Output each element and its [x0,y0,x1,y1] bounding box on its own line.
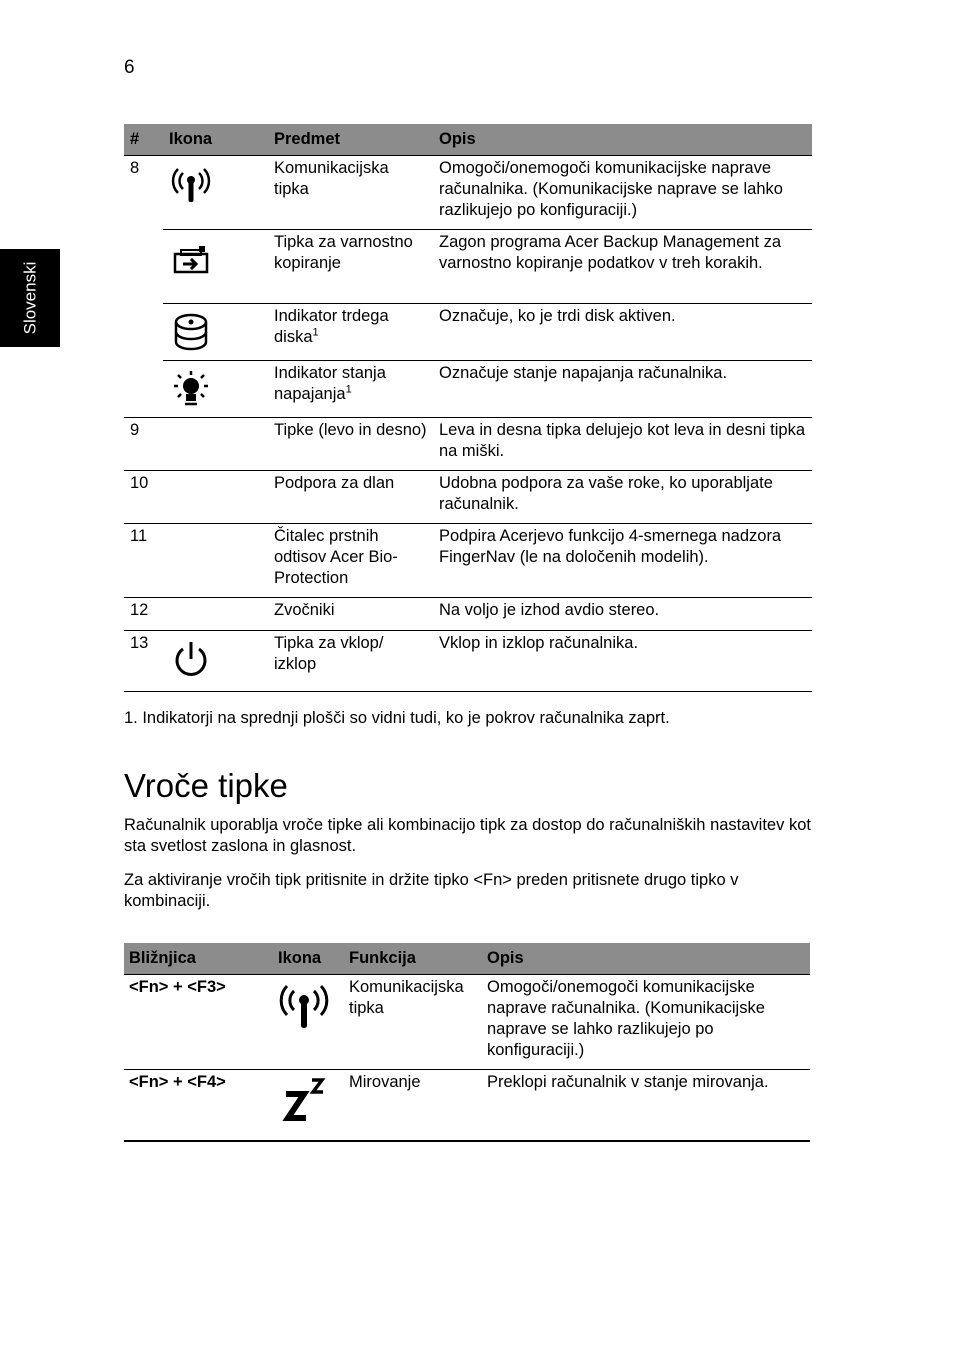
row-shortcut: <Fn> + <F4> [129,1073,226,1091]
row-item [268,304,433,361]
language-side-tab [0,249,60,347]
table-row [124,598,812,631]
wireless-icon [163,156,268,230]
row-item-text: Indikator trdega diska [274,307,389,346]
footnote-ref: 1 [345,383,352,396]
row-num [124,230,163,304]
row-function: Mirovanje [349,1073,421,1091]
paragraph: Računalnik uporablja vroče tipke ali kombinacijo tipk za dostop do računalniških nastavitev kot sta svetlost zaslona in glasnost. [124,816,811,855]
table-row [124,631,812,692]
table-row [124,361,812,418]
row-desc: Označuje stanje napajanja računalnika. [439,364,728,382]
row-item: Tipke (levo in desno) [274,421,427,439]
header-shortcut: Bližnjica [124,943,273,975]
row-num: 9 [130,421,140,439]
side-tab-label: Slovenski [20,261,40,335]
footnote-ref: 1 [312,326,319,339]
table-row [124,975,810,1070]
table-row [124,471,812,524]
row-icon [163,524,268,598]
row-desc: Preklopi računalnik v stanje mirovanja. [487,1073,769,1091]
hdd-icon [163,304,268,361]
header-function: Funkcija [344,943,482,975]
row-item [268,361,433,418]
row-num: 8 [130,159,140,177]
row-desc: Leva in desna tipka delujejo kot leva in desni tipka na miški. [439,421,805,460]
row-num [124,304,163,361]
header-icon: Ikona [273,943,344,975]
table-row [124,156,812,230]
header-desc: Opis [482,943,810,975]
row-num: 12 [130,601,149,619]
row-desc: Omogoči/onemogoči komunikacijske naprave računalnika. (Komunikacijske naprave se lahko razlikujejo po konfiguraciji.) [439,159,783,219]
row-num: 13 [130,634,149,652]
footnote: 1. Indikatorji na sprednji plošči so vidni tudi, ko je pokrov računalnika zaprt. [124,709,670,727]
page-number: 6 [124,57,135,78]
power-button-icon [163,631,268,692]
row-item-text: Indikator stanja napajanja [274,364,386,403]
row-item: Podpora za dlan [274,474,395,492]
header-num: # [124,124,163,156]
row-desc: Vklop in izklop računalnika. [439,634,639,652]
row-desc: Na voljo je izhod avdio stereo. [439,601,660,619]
table-row [124,1070,810,1142]
table-row [124,304,812,361]
row-desc: Podpira Acerjevo funkcijo 4-smernega nadzora FingerNav (le na določenih modelih). [439,527,782,566]
paragraph: Za aktiviranje vročih tipk pritisnite in držite tipko <Fn> preden pritisnete drugo tipko v kombinaciji. [124,871,739,910]
section-heading: Vroče tipke [124,767,288,804]
table-row [124,230,812,304]
row-item: Tipka za vklop/ izklop [274,634,384,673]
table-header-row [124,943,810,975]
table-header-row [124,124,812,156]
hotkeys-table [124,943,810,1142]
components-table [124,124,812,692]
row-desc: Omogoči/onemogoči komunikacijske naprave računalnika. (Komunikacijske naprave se lahko razlikujejo po konfiguraciji.) [487,978,765,1059]
row-icon [163,418,268,471]
row-desc: Označuje, ko je trdi disk aktiven. [439,307,676,325]
backup-icon [163,230,268,304]
row-num: 10 [130,474,149,492]
header-item: Predmet [268,124,433,156]
row-shortcut: <Fn> + <F3> [129,978,226,996]
sleep-icon [273,1070,344,1142]
header-icon: Ikona [163,124,268,156]
row-icon [163,471,268,524]
row-item: Zvočniki [274,601,335,619]
power-indicator-icon [163,361,268,418]
table-row [124,524,812,598]
row-desc: Zagon programa Acer Backup Management za varnostno kopiranje podatkov v treh korakih. [439,233,782,272]
row-function: Komunikacijska tipka [349,978,464,1017]
row-desc: Udobna podpora za vaše roke, ko uporabljate računalnik. [439,474,773,513]
row-num: 11 [130,527,148,545]
table-row [124,418,812,471]
row-icon [163,598,268,631]
wireless-icon [273,975,344,1070]
row-item: Tipka za varnostno kopiranje [274,233,413,272]
row-num [124,361,163,418]
row-item: Komunikacijska tipka [274,159,389,198]
header-desc: Opis [433,124,812,156]
row-item: Čitalec prstnih odtisov Acer Bio-Protection [274,527,398,587]
